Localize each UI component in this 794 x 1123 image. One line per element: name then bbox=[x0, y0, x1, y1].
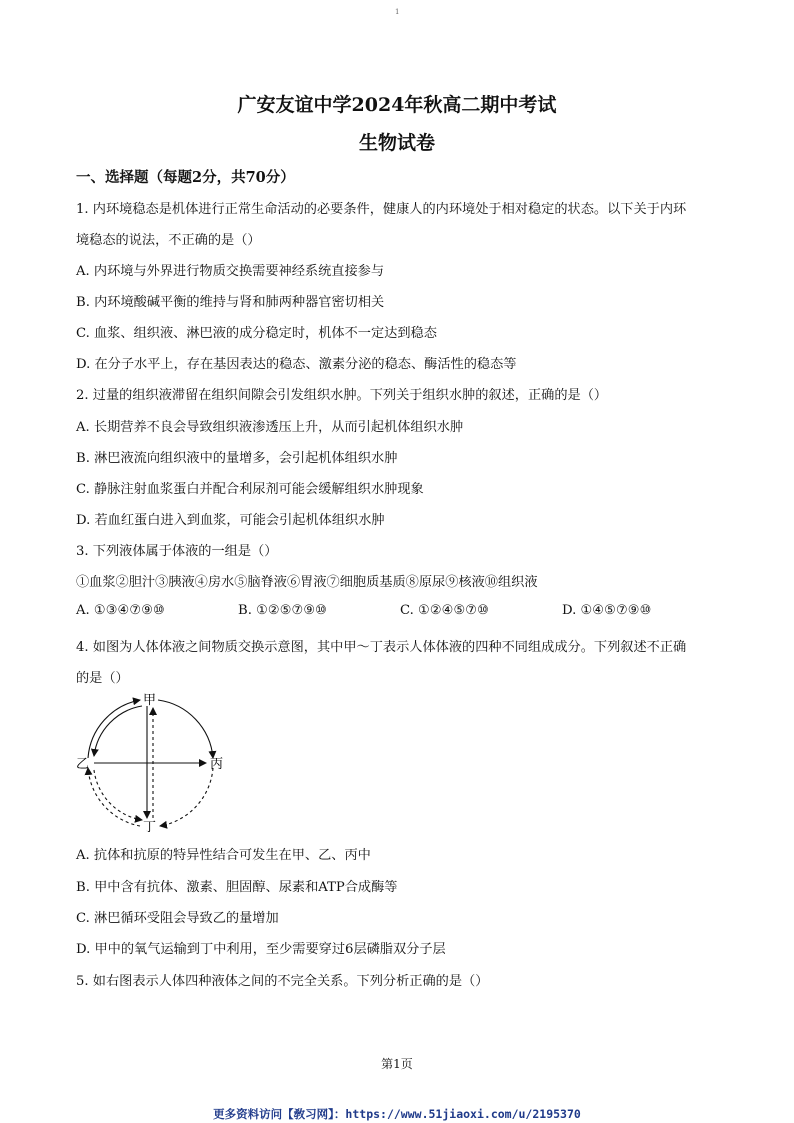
diagram-label-jia: 甲 bbox=[143, 693, 157, 708]
body-fluid-exchange-diagram bbox=[76, 692, 226, 832]
q1-stem-line-1: 1. 内环境稳态是机体进行正常生命活动的必要条件，健康人的内环境处于相对稳定的状态。以下关于内环 bbox=[76, 202, 687, 217]
q4-stem-line-1: 4. 如图为人体体液之间物质交换示意图，其中甲～丁表示人体体液的四种不同组成成分。下列叙述不正确 bbox=[76, 640, 687, 655]
q1-option-a: A. 内环境与外界进行物质交换需要神经系统直接参与 bbox=[76, 264, 385, 279]
q3-option-a: A. ①③④⑦⑨⑩ bbox=[76, 603, 165, 618]
q3-option-c: C. ①②④⑤⑦⑩ bbox=[400, 603, 489, 618]
page-number: 第1页 bbox=[381, 1057, 413, 1071]
q4-option-c: C. 淋巴循环受阻会导致乙的量增加 bbox=[76, 911, 279, 926]
q1-stem-line-2: 境稳态的说法，不正确的是（） bbox=[76, 233, 261, 248]
q4-stem-line-2: 的是（） bbox=[76, 671, 129, 686]
exam-subtitle: 生物试卷 bbox=[358, 132, 435, 154]
q3-stem-line-2: ①血浆②胆汁③胰液④房水⑤脑脊液⑥胃液⑦细胞质基质⑧原尿⑨核液⑩组织液 bbox=[76, 575, 538, 590]
q2-option-b: B. 淋巴液流向组织液中的量增多，会引起机体组织水肿 bbox=[76, 451, 398, 466]
arc-bing-to-ding bbox=[160, 768, 213, 826]
q2-option-d: D. 若血红蛋白进入到血浆，可能会引起机体组织水肿 bbox=[76, 513, 385, 528]
q1-option-b: B. 内环境酸碱平衡的维持与肾和肺两种器官密切相关 bbox=[76, 295, 385, 310]
section-heading: 一、选择题（每题2分，共70分） bbox=[76, 169, 295, 186]
q5-stem-line-1: 5. 如右图表示人体四种液体之间的不完全关系。下列分析正确的是（） bbox=[76, 974, 489, 989]
diagram-label-yi: 乙 bbox=[76, 757, 90, 772]
q4-option-b: B. 甲中含有抗体、激素、胆固醇、尿素和ATP合成酶等 bbox=[76, 880, 398, 895]
footer-resource-link[interactable]: 更多资料访问【敎习网】：https://www.51jiaoxi.com/u/2195370 bbox=[213, 1107, 581, 1121]
diagram-label-ding: 丁 bbox=[143, 820, 157, 832]
page-top-mark: 1 bbox=[395, 8, 400, 16]
q2-option-c: C. 静脉注射血浆蛋白并配合利尿剂可能会缓解组织水肿现象 bbox=[76, 482, 424, 497]
body-fluid-diagram-svg bbox=[76, 692, 226, 832]
exam-title: 广安友谊中学2024年秋高二期中考试 bbox=[237, 94, 557, 116]
q3-option-d: D. ①④⑤⑦⑨⑩ bbox=[562, 603, 652, 618]
q4-option-d: D. 甲中的氧气运输到丁中利用，至少需要穿过6层磷脂双分子层 bbox=[76, 942, 446, 957]
q3-stem-line-1: 3. 下列液体属于体液的一组是（） bbox=[76, 544, 278, 559]
q3-option-b: B. ①②⑤⑦⑨⑩ bbox=[238, 603, 328, 618]
arc-jia-to-yi-inner bbox=[94, 706, 142, 756]
arc-yi-to-ding-inner bbox=[94, 770, 142, 820]
q2-option-a: A. 长期营养不良会导致组织液渗透压上升，从而引起机体组织水肿 bbox=[76, 420, 464, 435]
q1-option-c: C. 血浆、组织液、淋巴液的成分稳定时，机体不一定达到稳态 bbox=[76, 326, 437, 341]
q2-stem-line-1: 2. 过量的组织液滞留在组织间隙会引发组织水肿。下列关于组织水肿的叙述，正确的是（） bbox=[76, 388, 608, 403]
q4-option-a: A. 抗体和抗原的特异性结合可发生在甲、乙、丙中 bbox=[76, 848, 371, 863]
arc-jia-to-bing bbox=[158, 700, 213, 758]
q1-option-d: D. 在分子水平上，存在基因表达的稳态、激素分泌的稳态、酶活性的稳态等 bbox=[76, 357, 517, 372]
diagram-label-bing: 丙 bbox=[210, 757, 224, 772]
